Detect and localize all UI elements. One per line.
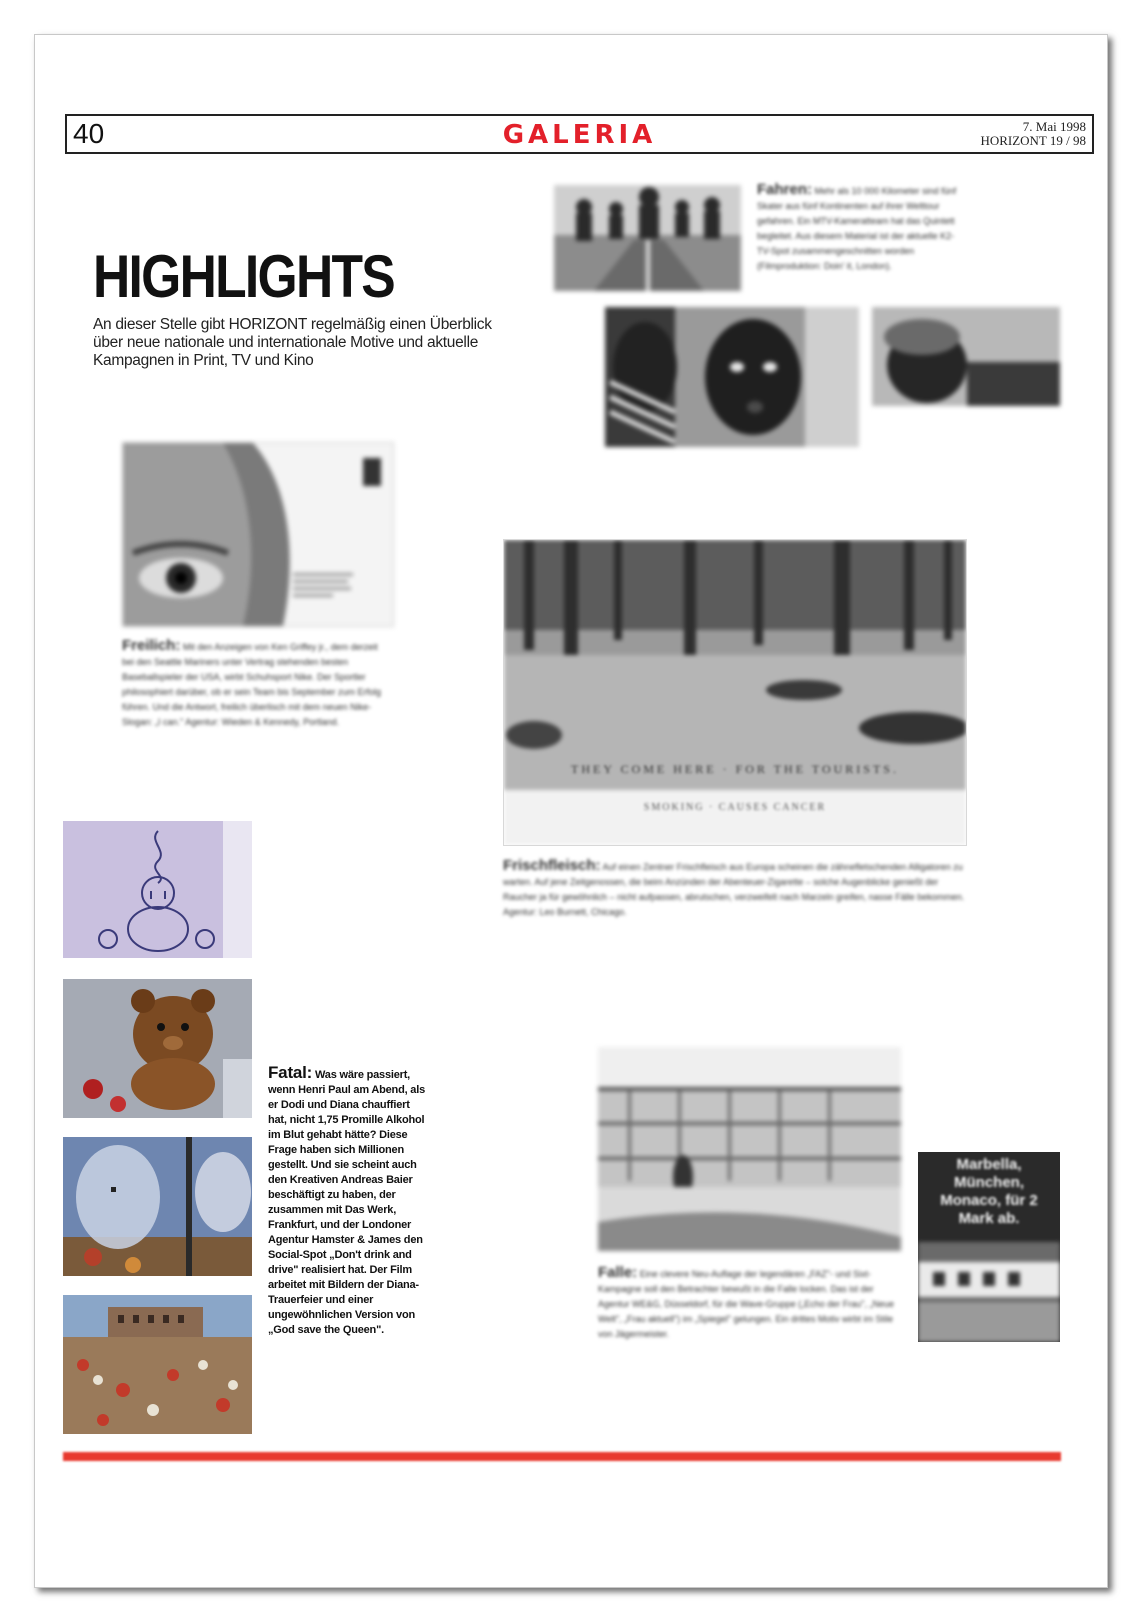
alligator-ad [503,539,967,846]
skaters-photo [554,185,741,291]
kensington-palace-still [63,1295,252,1434]
section-title: GALERIA [502,120,657,150]
drawing-still [63,821,252,958]
nike-eye-ad [122,442,394,627]
sixt-poster-text: Marbella, München, Monaco, für 2 Mark ab. [940,1156,1038,1227]
caption-lead: Frischfleisch: [503,857,601,874]
caption-lead: Falle: [598,1264,638,1281]
caption-body: Mehr als 10 000 Kilometer sind fünf Skater aus fünf Kontinenten auf ihrer Welttour gefahren. Ein MTV-Kameratteam hat das Quintett begleitet. Aus diesem Material ist der aktuelle K2-TV-Spot zusammengeschnitten worden (Filmproduktion: Doin' it, London). [757,186,957,271]
caption-body: Mit den Anzeigen von Ken Griffey jr., dem derzeit bei den Seattle Mariners unter Vertrag stehenden besten Baseballspieler der USA, wirbt Schuhsport Nike. Der Sportler philosophiert darüber, ob er sein Team bis September zum Erfolg führen. Und die Antwort, freilich überlisch mit dem neuen Nike-Slogan: „I can." Agentur: Wieden & Kennedy, Portland. [122,642,381,727]
sixt-airport-ad [598,1047,901,1251]
alligator-warning: SMOKING · CAUSES CANCER [643,802,827,813]
sixt-poster-ad [918,1152,1060,1342]
caption-fahren [757,182,962,274]
caption-body: Eine clevere Neu-Auflage der legendären „FAZ"- und Sixt-Kampagne soll den Betrachter bewußt in die Falle locken. Das ist der Agentur WE&G, Düsseldorf, für die Wave-Gruppe („Echo der Frau", „Neue Welt", „Frau aktuell") im „Spiegel" gelungen. Ein drittes Motiv wirbt im Stile von Jägermeister. [598,1269,894,1339]
caption-falle [598,1265,903,1342]
flowers-window-still [63,1137,252,1276]
caption-freilich [122,638,390,730]
issue-info [980,120,1086,148]
page-header [65,114,1094,154]
children-photo [605,307,859,447]
child-side-photo [872,307,1060,406]
alligator-tagline: THEY COME HERE · FOR THE TOURISTS. [571,762,899,776]
issue-date: 7. Mai 1998 [1022,119,1086,134]
footer-rule [63,1452,1061,1461]
caption-lead: Fatal: [268,1063,313,1082]
caption-body: Was wäre passiert, wenn Henri Paul am Abend, als er Dodi und Diana chauffiert hat, nicht 1,75 Promille Alkohol im Blut gehabt hätte? Diese Frage haben sich Millionen gestellt. Und sie scheint auch den Kreativen Andreas Baier beschäftigt zu haben, der zusammen mit Das Werk, Frankfurt, und der Londoner Agentur Hamster & James den Social-Spot „Don't drink and drive" realisiert hat. Der Film arbeitet mit Bildern der Diana-Trauerfeier und einer ungewöhnlichen Version von „God save the Queen". [268,1069,425,1336]
teddy-bear-still [63,979,252,1118]
intro-text: An dieser Stelle gibt HORIZONT regelmäßig einen Überblick über neue nationale und internationale Motive und aktuelle Kampagnen in Print, TV und Kino [93,316,492,369]
page-number: 40 [73,118,105,149]
caption-fatal [268,1065,428,1338]
page-headline: HIGHLIGHTS [93,243,394,310]
caption-body: Auf einen Zentner Frischfleisch aus Europa scheinen die zähnefletschenden Alligatoren zu warten. Auf jene Zeitgenossen, die beim Anzünden der Abenteuer-Zigarette – solche Augenblicke genießt der Raucher ja für gewöhnlich – nicht aufpassen, abrutschen, verzweifelt nach Marzeln greifen, nasse Fälle bekommen. Agentur: Leo Burnett, Chicago. [503,862,965,917]
issue-number: HORIZONT 19 / 98 [980,133,1086,148]
caption-lead: Fahren: [757,181,813,198]
caption-frischfleisch [503,858,965,920]
caption-lead: Freilich: [122,637,181,654]
